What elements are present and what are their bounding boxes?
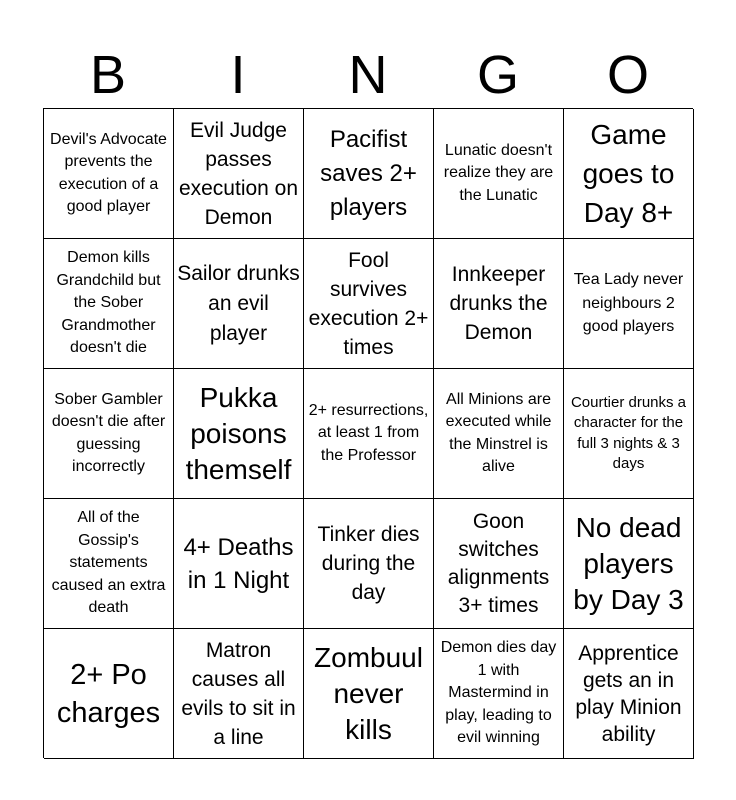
bingo-cell[interactable] bbox=[434, 239, 564, 369]
cell-text: Tinker dies during the day bbox=[317, 523, 420, 604]
cell-text: Courtier drunks a character for the full 3 nights & 3 days bbox=[570, 393, 687, 472]
cell-text: Devil's Advocate prevents the execution of a good player bbox=[50, 130, 167, 215]
bingo-cell[interactable] bbox=[564, 369, 694, 499]
bingo-cell[interactable] bbox=[44, 369, 174, 499]
cell-text: Zombuul never kills bbox=[314, 641, 423, 745]
bingo-cell[interactable] bbox=[564, 499, 694, 629]
bingo-cell[interactable] bbox=[44, 239, 174, 369]
bingo-cell[interactable] bbox=[434, 109, 564, 239]
bingo-cell[interactable] bbox=[174, 369, 304, 499]
cell-text: All Minions are executed while the Minstrel is alive bbox=[445, 390, 552, 475]
cell-text: Sober Gambler doesn't die after guessing incorrectly bbox=[51, 390, 166, 475]
header-letter-b: B bbox=[89, 45, 127, 105]
bingo-cell[interactable] bbox=[174, 109, 304, 239]
bingo-cell[interactable] bbox=[434, 629, 564, 759]
bingo-cell[interactable] bbox=[434, 369, 564, 499]
bingo-cell[interactable] bbox=[304, 369, 434, 499]
cell-text: Pukka poisons themself bbox=[185, 381, 292, 485]
bingo-cell[interactable] bbox=[564, 239, 694, 369]
cell-text: Demon kills Grandchild but the Sober Grandmother doesn't die bbox=[56, 249, 161, 357]
bingo-cell[interactable] bbox=[44, 629, 174, 759]
bingo-cell[interactable] bbox=[304, 499, 434, 629]
bingo-cell[interactable] bbox=[434, 499, 564, 629]
bingo-cell[interactable] bbox=[174, 499, 304, 629]
header-letter-i: I bbox=[230, 45, 246, 105]
bingo-cell[interactable] bbox=[174, 239, 304, 369]
bingo-board bbox=[43, 108, 693, 758]
cell-text: No dead players by Day 3 bbox=[573, 511, 684, 615]
cell-text: Fool survives execution 2+ times bbox=[308, 248, 429, 359]
cell-text: Matron causes all evils to sit in a line bbox=[181, 638, 296, 749]
bingo-header bbox=[43, 42, 693, 108]
cell-text: Sailor drunks an evil player bbox=[177, 261, 300, 345]
bingo-cell[interactable] bbox=[564, 109, 694, 239]
cell-text: 2+ resurrections, at least 1 from the Professor bbox=[308, 401, 429, 464]
cell-text: Demon dies day 1 with Mastermind in play, leading to evil winning bbox=[440, 639, 557, 747]
cell-text: Apprentice gets an in play Minion ability bbox=[575, 641, 682, 746]
cell-text: Lunatic doesn't realize they are the Lunatic bbox=[443, 141, 554, 204]
bingo-cell[interactable] bbox=[44, 499, 174, 629]
cell-text: 4+ Deaths in 1 Night bbox=[183, 533, 294, 594]
header-letter-g: G bbox=[476, 45, 519, 105]
cell-text: Goon switches alignments 3+ times bbox=[447, 509, 550, 617]
bingo-cell[interactable] bbox=[44, 109, 174, 239]
cell-text: Evil Judge passes execution on Demon bbox=[178, 118, 299, 229]
cell-text: Tea Lady never neighbours 2 good players bbox=[573, 271, 684, 336]
bingo-cell[interactable] bbox=[304, 109, 434, 239]
bingo-cell[interactable] bbox=[304, 629, 434, 759]
cell-text: 2+ Po charges bbox=[56, 658, 161, 729]
cell-text: Innkeeper drunks the Demon bbox=[449, 263, 548, 344]
cell-text: Game goes to Day 8+ bbox=[582, 119, 675, 228]
header-letter-o: O bbox=[606, 45, 649, 105]
cell-text: All of the Gossip's statements caused an extra death bbox=[51, 509, 166, 617]
bingo-cell[interactable] bbox=[564, 629, 694, 759]
cell-text: Pacifist saves 2+ players bbox=[320, 125, 417, 221]
header-letter-n: N bbox=[348, 45, 388, 105]
bingo-cell[interactable] bbox=[304, 239, 434, 369]
bingo-cell[interactable] bbox=[174, 629, 304, 759]
